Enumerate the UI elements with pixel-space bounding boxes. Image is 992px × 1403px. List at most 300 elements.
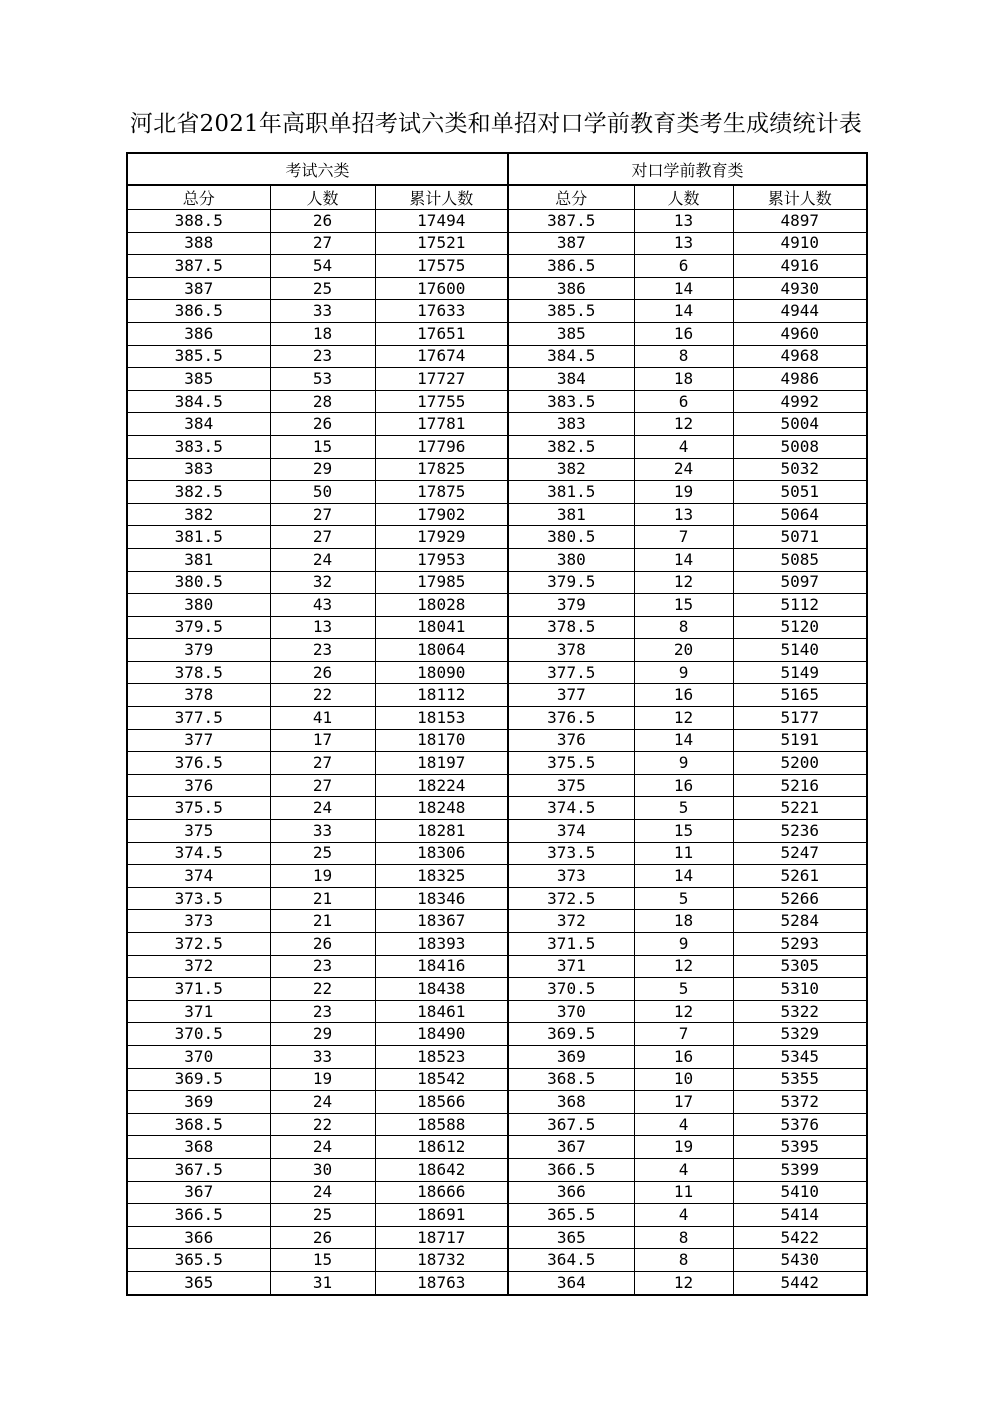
cell-preschool-count: 12 [634, 1271, 733, 1294]
cell-six-count: 18 [270, 322, 375, 345]
group-header-left: 考试六类 [127, 153, 508, 185]
cell-six-count: 24 [270, 1091, 375, 1114]
cell-preschool-cumulative: 5236 [733, 820, 867, 843]
cell-preschool-count: 18 [634, 368, 733, 391]
cell-six-count: 19 [270, 1068, 375, 1091]
cell-six-total-score: 366 [127, 1226, 270, 1249]
table-row [127, 368, 867, 391]
cell-six-count: 23 [270, 345, 375, 368]
cell-six-cumulative: 18542 [375, 1068, 508, 1091]
cell-six-cumulative: 18666 [375, 1181, 508, 1204]
cell-six-cumulative: 17875 [375, 481, 508, 504]
cell-six-cumulative: 17651 [375, 322, 508, 345]
table-row [127, 707, 867, 730]
cell-six-cumulative: 18588 [375, 1113, 508, 1136]
cell-six-total-score: 387 [127, 277, 270, 300]
table-row [127, 639, 867, 662]
cell-six-total-score: 373.5 [127, 887, 270, 910]
cell-six-count: 33 [270, 1045, 375, 1068]
cell-six-total-score: 374 [127, 865, 270, 888]
cell-six-count: 27 [270, 774, 375, 797]
cell-preschool-count: 4 [634, 1113, 733, 1136]
cell-preschool-count: 12 [634, 1000, 733, 1023]
cell-preschool-count: 9 [634, 661, 733, 684]
cell-six-cumulative: 18416 [375, 955, 508, 978]
cell-six-total-score: 369 [127, 1091, 270, 1114]
table-row [127, 481, 867, 504]
cell-six-count: 27 [270, 752, 375, 775]
cell-preschool-cumulative: 5414 [733, 1204, 867, 1227]
cell-six-total-score: 388.5 [127, 210, 270, 233]
cell-preschool-count: 24 [634, 458, 733, 481]
cell-six-cumulative: 18064 [375, 639, 508, 662]
cell-six-cumulative: 18281 [375, 820, 508, 843]
cell-preschool-cumulative: 5345 [733, 1045, 867, 1068]
column-header-count: 人数 [270, 185, 375, 210]
cell-six-count: 21 [270, 887, 375, 910]
cell-preschool-count: 4 [634, 1158, 733, 1181]
cell-preschool-count: 19 [634, 1136, 733, 1159]
cell-preschool-count: 8 [634, 345, 733, 368]
cell-six-cumulative: 18523 [375, 1045, 508, 1068]
cell-preschool-total-score: 366.5 [508, 1158, 634, 1181]
cell-six-total-score: 373 [127, 910, 270, 933]
cell-six-cumulative: 18438 [375, 978, 508, 1001]
cell-six-count: 29 [270, 458, 375, 481]
cell-preschool-total-score: 365.5 [508, 1204, 634, 1227]
cell-preschool-total-score: 380 [508, 548, 634, 571]
cell-six-cumulative: 18717 [375, 1226, 508, 1249]
cell-preschool-total-score: 386.5 [508, 255, 634, 278]
cell-six-count: 41 [270, 707, 375, 730]
cell-preschool-total-score: 377 [508, 684, 634, 707]
cell-six-total-score: 366.5 [127, 1204, 270, 1227]
cell-preschool-count: 9 [634, 752, 733, 775]
cell-preschool-cumulative: 5399 [733, 1158, 867, 1181]
cell-preschool-total-score: 383 [508, 413, 634, 436]
cell-six-count: 27 [270, 232, 375, 255]
cell-six-total-score: 375 [127, 820, 270, 843]
cell-preschool-count: 14 [634, 729, 733, 752]
cell-six-total-score: 365 [127, 1271, 270, 1294]
cell-six-count: 25 [270, 1204, 375, 1227]
cell-preschool-cumulative: 5261 [733, 865, 867, 888]
cell-six-count: 23 [270, 955, 375, 978]
table-row [127, 571, 867, 594]
cell-preschool-cumulative: 5097 [733, 571, 867, 594]
cell-six-total-score: 388 [127, 232, 270, 255]
cell-six-total-score: 374.5 [127, 842, 270, 865]
group-header-right: 对口学前教育类 [508, 153, 867, 185]
column-header-total-score: 总分 [127, 185, 270, 210]
cell-preschool-total-score: 372.5 [508, 887, 634, 910]
table-row [127, 458, 867, 481]
cell-preschool-count: 5 [634, 978, 733, 1001]
cell-six-count: 29 [270, 1023, 375, 1046]
cell-preschool-count: 12 [634, 707, 733, 730]
cell-preschool-count: 12 [634, 955, 733, 978]
cell-six-cumulative: 17633 [375, 300, 508, 323]
cell-six-count: 27 [270, 503, 375, 526]
cell-preschool-count: 16 [634, 322, 733, 345]
cell-preschool-cumulative: 5293 [733, 933, 867, 956]
cell-six-cumulative: 17727 [375, 368, 508, 391]
table-row [127, 210, 867, 233]
cell-six-cumulative: 18367 [375, 910, 508, 933]
cell-six-count: 15 [270, 435, 375, 458]
column-header-row [127, 185, 867, 210]
table-row [127, 255, 867, 278]
cell-preschool-count: 13 [634, 210, 733, 233]
cell-preschool-count: 18 [634, 910, 733, 933]
cell-preschool-total-score: 373.5 [508, 842, 634, 865]
cell-six-cumulative: 17575 [375, 255, 508, 278]
cell-preschool-total-score: 384 [508, 368, 634, 391]
cell-preschool-total-score: 371 [508, 955, 634, 978]
cell-preschool-cumulative: 5329 [733, 1023, 867, 1046]
cell-six-total-score: 370.5 [127, 1023, 270, 1046]
cell-six-cumulative: 17781 [375, 413, 508, 436]
cell-preschool-total-score: 387 [508, 232, 634, 255]
cell-preschool-count: 8 [634, 1249, 733, 1272]
table-row [127, 1226, 867, 1249]
cell-six-total-score: 378 [127, 684, 270, 707]
cell-six-cumulative: 17521 [375, 232, 508, 255]
cell-preschool-total-score: 375 [508, 774, 634, 797]
table-row [127, 1136, 867, 1159]
cell-six-total-score: 369.5 [127, 1068, 270, 1091]
table-row [127, 1249, 867, 1272]
cell-preschool-total-score: 385 [508, 322, 634, 345]
cell-preschool-total-score: 375.5 [508, 752, 634, 775]
cell-preschool-cumulative: 5064 [733, 503, 867, 526]
cell-preschool-count: 15 [634, 820, 733, 843]
cell-preschool-total-score: 380.5 [508, 526, 634, 549]
cell-preschool-cumulative: 5266 [733, 887, 867, 910]
table-row [127, 887, 867, 910]
cell-preschool-cumulative: 5430 [733, 1249, 867, 1272]
cell-preschool-total-score: 379 [508, 594, 634, 617]
cell-six-cumulative: 18393 [375, 933, 508, 956]
table-body [127, 210, 867, 1295]
table-row [127, 978, 867, 1001]
cell-preschool-count: 7 [634, 526, 733, 549]
cell-preschool-cumulative: 5305 [733, 955, 867, 978]
cell-preschool-total-score: 387.5 [508, 210, 634, 233]
cell-six-count: 43 [270, 594, 375, 617]
cell-preschool-cumulative: 4930 [733, 277, 867, 300]
cell-preschool-count: 7 [634, 1023, 733, 1046]
cell-preschool-count: 10 [634, 1068, 733, 1091]
table-row [127, 413, 867, 436]
cell-six-cumulative: 17985 [375, 571, 508, 594]
cell-six-total-score: 381 [127, 548, 270, 571]
cell-preschool-total-score: 370 [508, 1000, 634, 1023]
cell-preschool-count: 4 [634, 435, 733, 458]
cell-preschool-count: 14 [634, 300, 733, 323]
cell-preschool-cumulative: 4944 [733, 300, 867, 323]
column-header-cumulative: 累计人数 [375, 185, 508, 210]
cell-six-count: 33 [270, 820, 375, 843]
cell-preschool-cumulative: 4897 [733, 210, 867, 233]
cell-preschool-cumulative: 4992 [733, 390, 867, 413]
cell-preschool-cumulative: 4910 [733, 232, 867, 255]
cell-six-count: 26 [270, 210, 375, 233]
cell-six-total-score: 368 [127, 1136, 270, 1159]
cell-six-total-score: 387.5 [127, 255, 270, 278]
cell-six-count: 23 [270, 639, 375, 662]
score-statistics-table [126, 152, 868, 1296]
cell-preschool-total-score: 376.5 [508, 707, 634, 730]
cell-preschool-total-score: 382 [508, 458, 634, 481]
table-row [127, 910, 867, 933]
cell-six-count: 53 [270, 368, 375, 391]
table-row [127, 865, 867, 888]
cell-preschool-cumulative: 5120 [733, 616, 867, 639]
cell-six-total-score: 382.5 [127, 481, 270, 504]
cell-preschool-total-score: 381 [508, 503, 634, 526]
cell-preschool-count: 8 [634, 1226, 733, 1249]
cell-six-count: 25 [270, 277, 375, 300]
cell-six-count: 26 [270, 1226, 375, 1249]
cell-preschool-cumulative: 4960 [733, 322, 867, 345]
cell-six-cumulative: 18153 [375, 707, 508, 730]
cell-preschool-cumulative: 5051 [733, 481, 867, 504]
cell-preschool-count: 4 [634, 1204, 733, 1227]
table-row [127, 548, 867, 571]
cell-preschool-count: 6 [634, 255, 733, 278]
cell-preschool-total-score: 364.5 [508, 1249, 634, 1272]
cell-six-count: 30 [270, 1158, 375, 1181]
cell-six-count: 24 [270, 1136, 375, 1159]
cell-six-total-score: 365.5 [127, 1249, 270, 1272]
cell-six-total-score: 384.5 [127, 390, 270, 413]
cell-preschool-cumulative: 5355 [733, 1068, 867, 1091]
cell-six-total-score: 377 [127, 729, 270, 752]
cell-six-cumulative: 17825 [375, 458, 508, 481]
cell-six-cumulative: 18041 [375, 616, 508, 639]
cell-preschool-cumulative: 5008 [733, 435, 867, 458]
cell-preschool-cumulative: 5071 [733, 526, 867, 549]
cell-preschool-cumulative: 5216 [733, 774, 867, 797]
cell-six-cumulative: 18566 [375, 1091, 508, 1114]
cell-six-total-score: 385 [127, 368, 270, 391]
cell-preschool-count: 13 [634, 503, 733, 526]
table-row [127, 1068, 867, 1091]
cell-preschool-count: 14 [634, 865, 733, 888]
cell-preschool-total-score: 383.5 [508, 390, 634, 413]
cell-preschool-total-score: 378.5 [508, 616, 634, 639]
cell-six-cumulative: 18642 [375, 1158, 508, 1181]
table-row [127, 933, 867, 956]
cell-six-count: 27 [270, 526, 375, 549]
cell-six-total-score: 380.5 [127, 571, 270, 594]
cell-preschool-total-score: 377.5 [508, 661, 634, 684]
cell-preschool-cumulative: 5140 [733, 639, 867, 662]
cell-preschool-cumulative: 5085 [733, 548, 867, 571]
cell-six-count: 15 [270, 1249, 375, 1272]
cell-preschool-cumulative: 5191 [733, 729, 867, 752]
cell-preschool-cumulative: 5247 [733, 842, 867, 865]
cell-preschool-cumulative: 5165 [733, 684, 867, 707]
cell-six-total-score: 384 [127, 413, 270, 436]
cell-preschool-total-score: 373 [508, 865, 634, 888]
cell-preschool-cumulative: 5200 [733, 752, 867, 775]
cell-preschool-count: 16 [634, 684, 733, 707]
cell-preschool-count: 9 [634, 933, 733, 956]
cell-preschool-count: 11 [634, 1181, 733, 1204]
page-title: 河北省2021年高职单招考试六类和单招对口学前教育类考生成绩统计表 [129, 111, 863, 137]
cell-six-cumulative: 18325 [375, 865, 508, 888]
cell-preschool-count: 12 [634, 571, 733, 594]
cell-preschool-cumulative: 4986 [733, 368, 867, 391]
table-row [127, 842, 867, 865]
cell-six-cumulative: 18197 [375, 752, 508, 775]
cell-preschool-count: 13 [634, 232, 733, 255]
cell-preschool-total-score: 382.5 [508, 435, 634, 458]
table-row [127, 435, 867, 458]
cell-six-cumulative: 18490 [375, 1023, 508, 1046]
column-header-total-score: 总分 [508, 185, 634, 210]
table-row [127, 1045, 867, 1068]
cell-six-total-score: 378.5 [127, 661, 270, 684]
cell-six-total-score: 379 [127, 639, 270, 662]
cell-six-total-score: 386.5 [127, 300, 270, 323]
cell-six-count: 24 [270, 1181, 375, 1204]
cell-preschool-total-score: 378 [508, 639, 634, 662]
cell-preschool-count: 14 [634, 277, 733, 300]
cell-six-cumulative: 17902 [375, 503, 508, 526]
column-header-count: 人数 [634, 185, 733, 210]
cell-six-count: 26 [270, 933, 375, 956]
cell-six-cumulative: 18028 [375, 594, 508, 617]
cell-six-cumulative: 17600 [375, 277, 508, 300]
cell-six-total-score: 377.5 [127, 707, 270, 730]
cell-preschool-total-score: 374.5 [508, 797, 634, 820]
cell-six-count: 17 [270, 729, 375, 752]
cell-six-cumulative: 18612 [375, 1136, 508, 1159]
cell-six-count: 23 [270, 1000, 375, 1023]
cell-preschool-count: 5 [634, 887, 733, 910]
cell-preschool-total-score: 369.5 [508, 1023, 634, 1046]
cell-six-total-score: 367.5 [127, 1158, 270, 1181]
cell-preschool-count: 20 [634, 639, 733, 662]
table-row [127, 594, 867, 617]
cell-preschool-cumulative: 5004 [733, 413, 867, 436]
cell-six-cumulative: 18248 [375, 797, 508, 820]
cell-six-total-score: 368.5 [127, 1113, 270, 1136]
cell-preschool-total-score: 368.5 [508, 1068, 634, 1091]
table-row [127, 1091, 867, 1114]
cell-preschool-cumulative: 5395 [733, 1136, 867, 1159]
cell-six-total-score: 370 [127, 1045, 270, 1068]
cell-six-count: 22 [270, 1113, 375, 1136]
cell-six-cumulative: 18090 [375, 661, 508, 684]
cell-six-cumulative: 17674 [375, 345, 508, 368]
cell-preschool-total-score: 369 [508, 1045, 634, 1068]
cell-six-count: 13 [270, 616, 375, 639]
cell-six-count: 28 [270, 390, 375, 413]
cell-preschool-cumulative: 5422 [733, 1226, 867, 1249]
cell-six-count: 24 [270, 797, 375, 820]
cell-preschool-cumulative: 5284 [733, 910, 867, 933]
table-row [127, 1158, 867, 1181]
cell-preschool-count: 16 [634, 774, 733, 797]
table-row [127, 1000, 867, 1023]
cell-preschool-total-score: 381.5 [508, 481, 634, 504]
cell-six-cumulative: 18732 [375, 1249, 508, 1272]
table-row [127, 684, 867, 707]
cell-six-cumulative: 18306 [375, 842, 508, 865]
cell-six-total-score: 367 [127, 1181, 270, 1204]
cell-six-cumulative: 17953 [375, 548, 508, 571]
cell-preschool-total-score: 374 [508, 820, 634, 843]
cell-six-total-score: 371 [127, 1000, 270, 1023]
cell-preschool-total-score: 386 [508, 277, 634, 300]
table-row [127, 661, 867, 684]
table-row [127, 503, 867, 526]
table-row [127, 820, 867, 843]
table-row [127, 1204, 867, 1227]
cell-six-cumulative: 17755 [375, 390, 508, 413]
cell-six-total-score: 371.5 [127, 978, 270, 1001]
cell-six-count: 25 [270, 842, 375, 865]
cell-six-count: 26 [270, 661, 375, 684]
cell-preschool-count: 12 [634, 413, 733, 436]
table-row [127, 1181, 867, 1204]
cell-six-count: 24 [270, 548, 375, 571]
cell-preschool-total-score: 367 [508, 1136, 634, 1159]
cell-six-total-score: 376.5 [127, 752, 270, 775]
cell-six-total-score: 385.5 [127, 345, 270, 368]
cell-six-cumulative: 18461 [375, 1000, 508, 1023]
cell-preschool-cumulative: 5221 [733, 797, 867, 820]
cell-preschool-cumulative: 5310 [733, 978, 867, 1001]
cell-six-cumulative: 18763 [375, 1271, 508, 1294]
cell-preschool-total-score: 385.5 [508, 300, 634, 323]
cell-six-total-score: 383 [127, 458, 270, 481]
cell-six-count: 54 [270, 255, 375, 278]
cell-six-cumulative: 17929 [375, 526, 508, 549]
cell-six-cumulative: 18224 [375, 774, 508, 797]
table-row [127, 752, 867, 775]
cell-preschool-cumulative: 5322 [733, 1000, 867, 1023]
cell-preschool-total-score: 364 [508, 1271, 634, 1294]
cell-six-total-score: 376 [127, 774, 270, 797]
cell-preschool-count: 16 [634, 1045, 733, 1068]
table-row [127, 277, 867, 300]
cell-preschool-count: 15 [634, 594, 733, 617]
cell-six-total-score: 381.5 [127, 526, 270, 549]
table-row [127, 797, 867, 820]
cell-preschool-cumulative: 4968 [733, 345, 867, 368]
cell-preschool-cumulative: 5032 [733, 458, 867, 481]
table-row [127, 729, 867, 752]
cell-preschool-total-score: 366 [508, 1181, 634, 1204]
group-header-row [127, 153, 867, 185]
cell-preschool-cumulative: 5149 [733, 661, 867, 684]
table-row [127, 616, 867, 639]
cell-preschool-cumulative: 4916 [733, 255, 867, 278]
cell-preschool-total-score: 371.5 [508, 933, 634, 956]
cell-six-total-score: 375.5 [127, 797, 270, 820]
cell-six-cumulative: 18346 [375, 887, 508, 910]
cell-preschool-cumulative: 5372 [733, 1091, 867, 1114]
cell-preschool-total-score: 379.5 [508, 571, 634, 594]
table-row [127, 232, 867, 255]
cell-six-total-score: 372.5 [127, 933, 270, 956]
cell-preschool-count: 5 [634, 797, 733, 820]
